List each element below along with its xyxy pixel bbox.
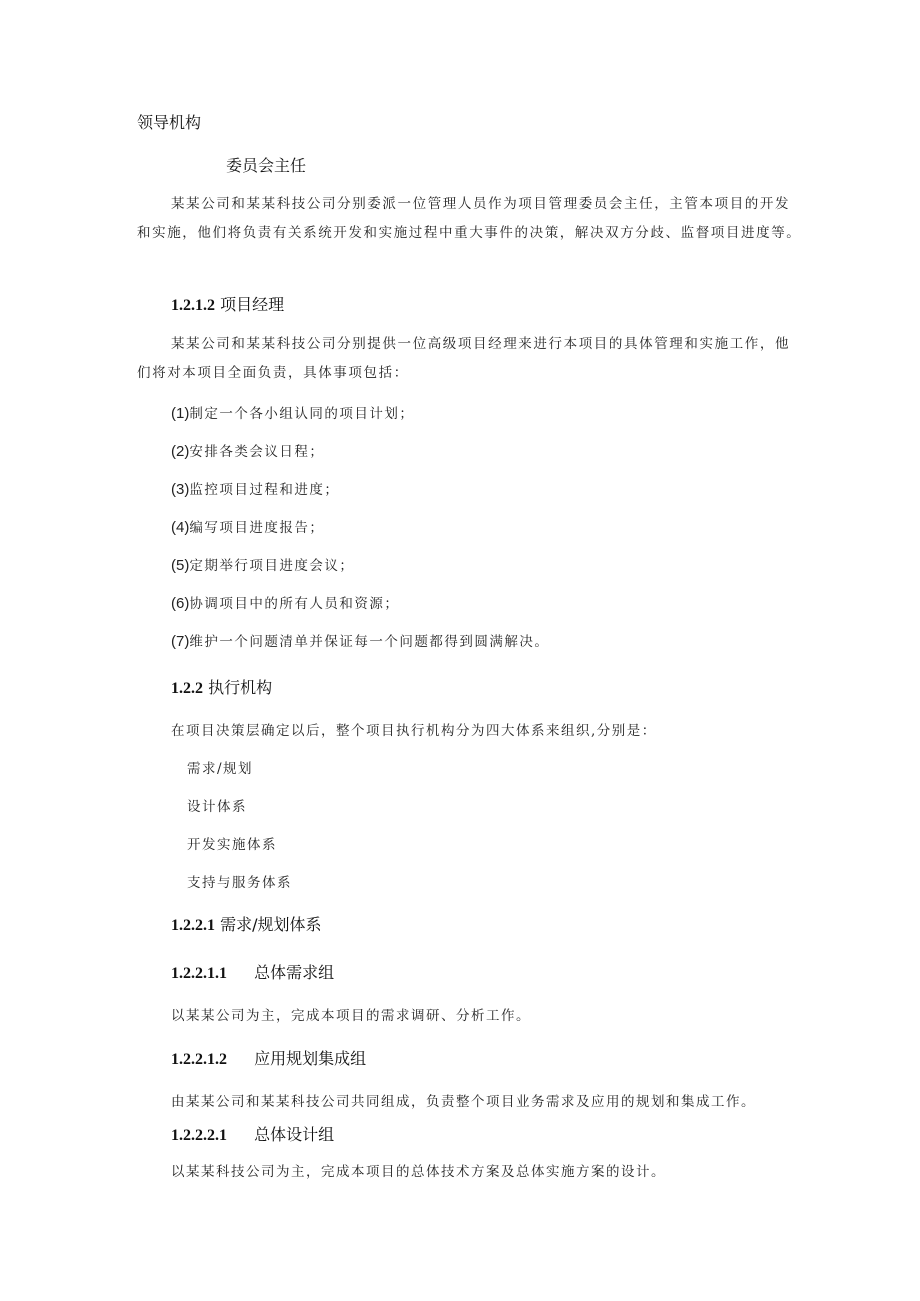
list-item: (4)编写项目进度报告； [171, 519, 325, 536]
list-item: (7)维护一个问题清单并保证每一个问题都得到圆满解决。 [171, 633, 550, 650]
paragraph-execution: 在项目决策层确定以后，整个项目执行机构分为四大体系来组织,分别是： [171, 723, 657, 739]
heading-project-manager [171, 292, 284, 315]
section-title: 总体需求组 [254, 963, 335, 982]
heading-execution [171, 675, 272, 698]
section-title: 应用规划集成组 [254, 1049, 367, 1068]
paragraph-project-manager: 某某公司和某某科技公司分别提供一位高级项目经理来进行本项目的具体管理和实施工作，他们将对本项目全面负责，具体事项包括： [137, 336, 791, 381]
paragraph-overall-requirements: 以某某公司为主，完成本项目的需求调研、分析工作。 [171, 1008, 531, 1024]
heading-leadership: 领导机构 [137, 113, 202, 132]
section-title: 需求/规划体系 [220, 915, 322, 934]
system-item: 需求/规划 [187, 761, 254, 777]
section-title: 执行机构 [208, 678, 273, 697]
paragraph-application-planning: 由某某公司和某某科技公司共同组成，负责整个项目业务需求及应用的规划和集成工作。 [171, 1094, 756, 1110]
section-title: 总体设计组 [254, 1125, 335, 1144]
list-item: (1)制定一个各小组认同的项目计划； [171, 405, 415, 422]
system-item: 开发实施体系 [187, 837, 277, 853]
list-item: (6)协调项目中的所有人员和资源； [171, 595, 400, 612]
paragraph-committee: 某某公司和某某科技公司分别委派一位管理人员作为项目管理委员会主任，主管本项目的开发和实施，他们将负责有关系统开发和实施过程中重大事件的决策，解决双方分歧、监督项目进度等。 [137, 196, 802, 241]
list-item: (5)定期举行项目进度会议； [171, 557, 355, 574]
section-number: 1.2.2.2.1 [171, 1127, 227, 1144]
heading-overall-requirements [171, 960, 334, 983]
heading-requirements [171, 912, 322, 935]
paragraph-overall-design: 以某某科技公司为主，完成本项目的总体技术方案及总体实施方案的设计。 [171, 1164, 666, 1180]
section-number: 1.2.2 [171, 680, 203, 697]
system-item: 设计体系 [187, 799, 247, 815]
section-number: 1.2.2.1 [171, 917, 215, 934]
heading-committee-chair: 委员会主任 [226, 156, 307, 175]
section-number: 1.2.2.1.2 [171, 1051, 227, 1068]
heading-overall-design [171, 1122, 334, 1145]
list-item: (3)监控项目过程和进度； [171, 481, 340, 498]
heading-application-planning [171, 1046, 366, 1069]
list-item: (2)安排各类会议日程； [171, 443, 325, 460]
section-number: 1.2.2.1.1 [171, 965, 227, 982]
system-item: 支持与服务体系 [187, 875, 292, 891]
section-number: 1.2.1.2 [171, 297, 215, 314]
section-title: 项目经理 [220, 295, 285, 314]
